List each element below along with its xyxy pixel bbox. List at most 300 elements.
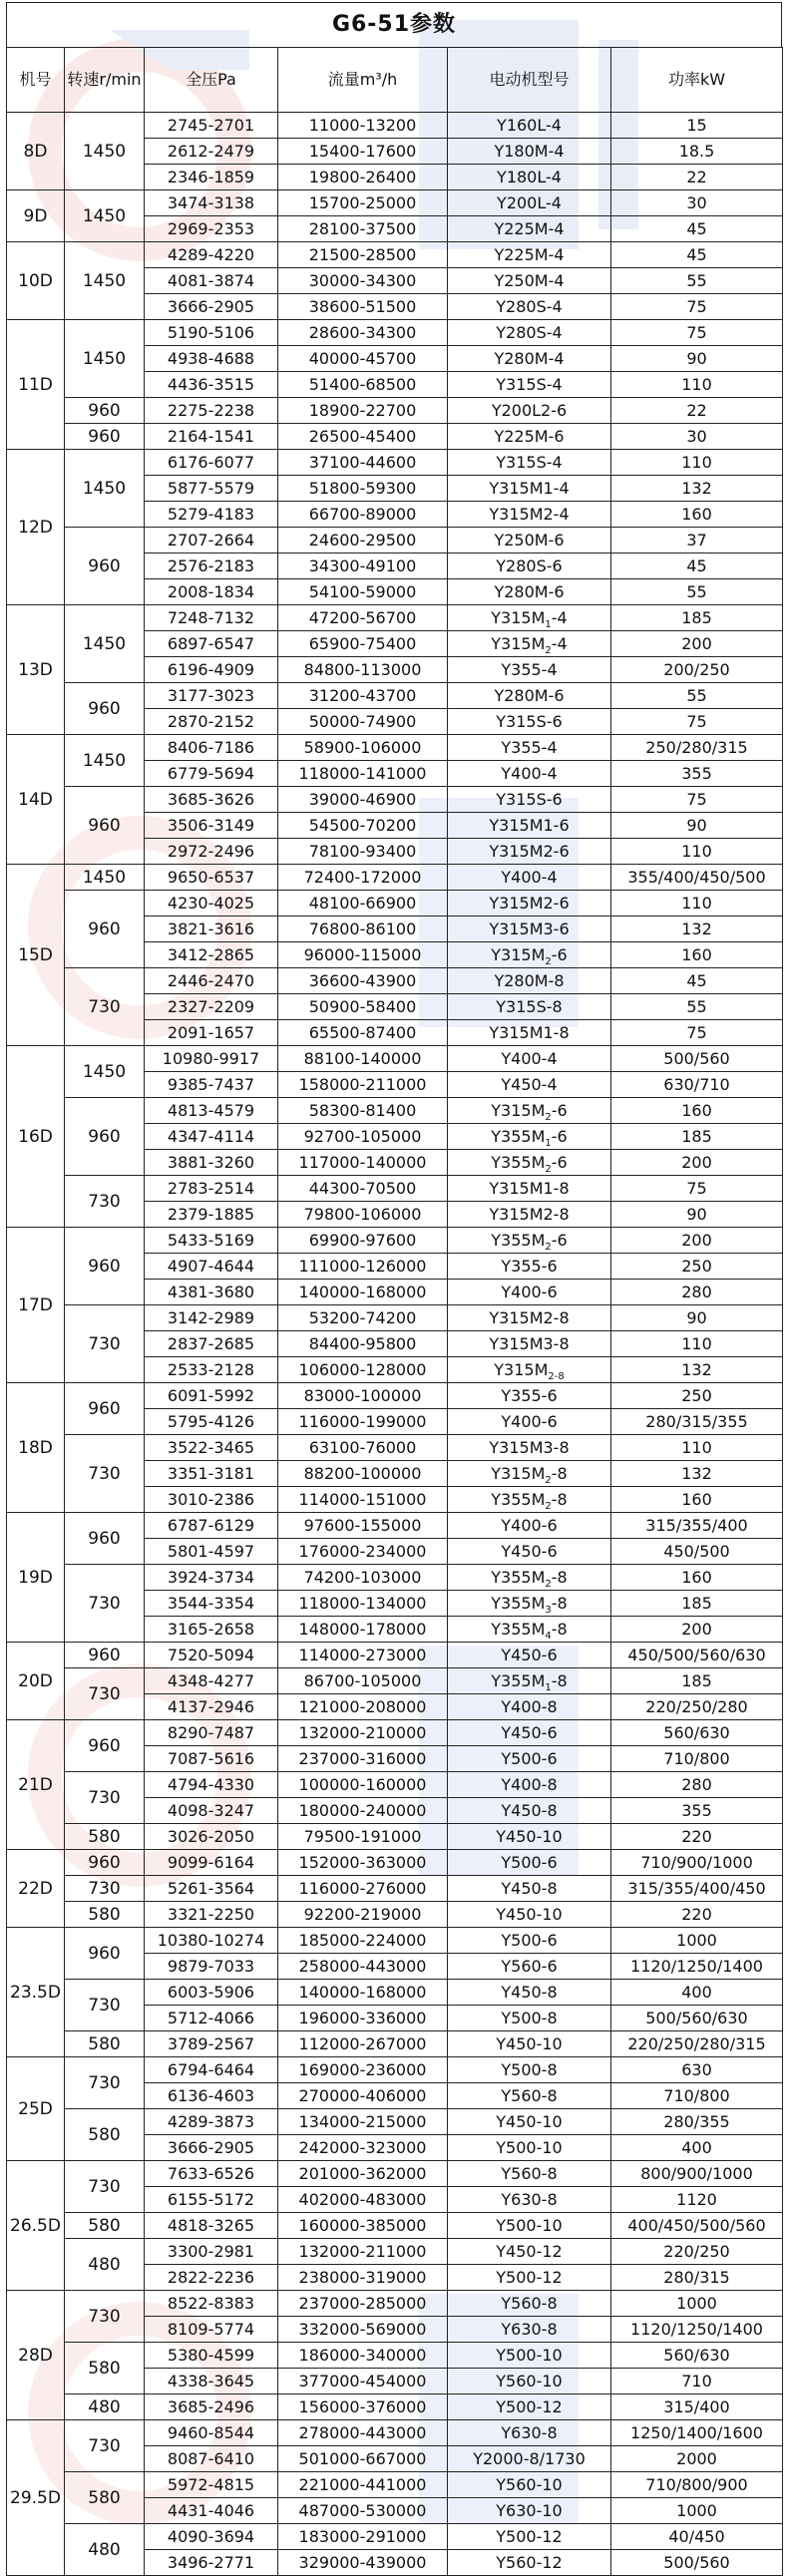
pressure-cell: 9650-6537: [145, 865, 278, 891]
flow-cell: 132000-210000: [278, 1720, 448, 1746]
pressure-cell: 5712-4066: [145, 2006, 278, 2031]
motor-cell: [448, 1228, 611, 1254]
pressure-cell: 4381-3680: [145, 1280, 278, 1305]
motor-model: Y315M: [491, 607, 546, 627]
motor-suffix: -8: [551, 1619, 568, 1639]
motor-suffix: -8: [551, 1670, 568, 1690]
pressure-cell: 2870-2152: [145, 709, 278, 735]
pressure-cell: 5279-4183: [145, 502, 278, 528]
flow-cell: 18900-22700: [278, 398, 448, 424]
motor-suffix: -6: [551, 944, 568, 964]
machine-cell: 8D: [7, 113, 65, 190]
power-cell: 40/450: [611, 2524, 783, 2550]
motor-subscript: 2: [545, 1500, 552, 1512]
motor-model: Y315M: [491, 944, 546, 964]
header-speed: 转速r/min: [65, 48, 145, 113]
flow-cell: 258000-443000: [278, 1954, 448, 1980]
motor-cell: Y250M-6: [448, 528, 611, 553]
pressure-cell: 5801-4597: [145, 1539, 278, 1565]
power-cell: 220: [611, 1824, 783, 1850]
motor-cell: Y560-10: [448, 2472, 611, 2498]
motor-cell: Y500-10: [448, 2343, 611, 2369]
motor-cell: Y450-8: [448, 1798, 611, 1824]
flow-cell: 34300-49100: [278, 553, 448, 579]
motor-cell: [448, 1461, 611, 1487]
power-cell: 500/560: [611, 1046, 783, 1072]
header-pressure: 全压Pa: [145, 48, 278, 113]
flow-cell: 92200-219000: [278, 1902, 448, 1928]
pressure-cell: 3685-3626: [145, 787, 278, 813]
pressure-cell: 3544-3354: [145, 1591, 278, 1617]
motor-cell: Y225M-4: [448, 242, 611, 268]
power-cell: 200: [611, 1617, 783, 1643]
motor-cell: Y225M-6: [448, 424, 611, 450]
pressure-cell: 3666-2905: [145, 2135, 278, 2161]
pressure-cell: 2612-2479: [145, 139, 278, 165]
table-row: [7, 891, 783, 917]
flow-cell: 72400-172000: [278, 865, 448, 891]
pressure-cell: 4289-3873: [145, 2109, 278, 2135]
power-cell: 132: [611, 917, 783, 942]
table-row: [7, 683, 783, 709]
pressure-cell: 3142-2989: [145, 1305, 278, 1331]
flow-cell: 237000-316000: [278, 1746, 448, 1772]
motor-model: Y315M: [491, 1463, 546, 1483]
pressure-cell: 4137-2946: [145, 1694, 278, 1720]
motor-suffix: -8: [551, 1489, 568, 1509]
power-cell: 132: [611, 1357, 783, 1383]
motor-cell: Y500-8: [448, 2057, 611, 2083]
power-cell: 160: [611, 1565, 783, 1591]
motor-cell: Y450-4: [448, 1072, 611, 1098]
power-cell: 710/800: [611, 1746, 783, 1772]
motor-cell: [448, 1487, 611, 1513]
pressure-cell: 9460-8544: [145, 2420, 278, 2446]
motor-suffix: -6: [551, 1126, 568, 1146]
flow-cell: 54500-70200: [278, 813, 448, 839]
motor-cell: Y180M-4: [448, 139, 611, 165]
flow-cell: 79800-106000: [278, 1202, 448, 1228]
power-cell: 15: [611, 113, 783, 139]
flow-cell: 38600-51500: [278, 294, 448, 320]
motor-model: Y315M: [491, 1100, 546, 1120]
power-cell: 110: [611, 450, 783, 476]
speed-cell: 1450: [65, 735, 145, 787]
flow-cell: 53200-74200: [278, 1305, 448, 1331]
pressure-cell: 2783-2514: [145, 1176, 278, 1202]
pressure-cell: 6794-6464: [145, 2057, 278, 2083]
power-cell: 110: [611, 839, 783, 865]
power-cell: 160: [611, 502, 783, 528]
power-cell: 75: [611, 1176, 783, 1202]
pressure-cell: 3821-3616: [145, 917, 278, 942]
flow-cell: 15400-17600: [278, 139, 448, 165]
motor-cell: Y560-8: [448, 2161, 611, 2187]
motor-subscript: 2: [545, 1163, 552, 1175]
speed-cell: 730: [65, 1435, 145, 1513]
motor-cell: Y450-6: [448, 1720, 611, 1746]
power-cell: 800/900/1000: [611, 2161, 783, 2187]
pressure-cell: 4436-3515: [145, 372, 278, 398]
motor-subscript: 2: [545, 644, 552, 656]
power-cell: 220: [611, 1902, 783, 1928]
flow-cell: 156000-376000: [278, 2394, 448, 2420]
speed-cell: 580: [65, 2343, 145, 2394]
machine-cell: 10D: [7, 242, 65, 320]
power-cell: 160: [611, 1098, 783, 1124]
motor-cell: Y560-10: [448, 2369, 611, 2394]
machine-cell: 20D: [7, 1643, 65, 1720]
motor-cell: Y280S-4: [448, 294, 611, 320]
flow-cell: 377000-454000: [278, 2369, 448, 2394]
flow-cell: 148000-178000: [278, 1617, 448, 1643]
speed-cell: 960: [65, 1720, 145, 1772]
table-row: [7, 2343, 783, 2369]
motor-cell: Y2000-8/1730: [448, 2446, 611, 2472]
table-row: [7, 2524, 783, 2550]
speed-cell: 730: [65, 1876, 145, 1902]
power-cell: 22: [611, 398, 783, 424]
flow-cell: 24600-29500: [278, 528, 448, 553]
power-cell: 315/400: [611, 2394, 783, 2420]
table-row: [7, 242, 783, 268]
flow-cell: 140000-168000: [278, 1280, 448, 1305]
motor-model: Y355M: [491, 1489, 546, 1509]
motor-model: Y355M: [491, 1567, 546, 1587]
header-machine: 机号: [7, 48, 65, 113]
flow-cell: 79500-191000: [278, 1824, 448, 1850]
table-row: [7, 398, 783, 424]
pressure-cell: 3351-3181: [145, 1461, 278, 1487]
table-row: [7, 2472, 783, 2498]
motor-cell: Y400-6: [448, 1513, 611, 1539]
power-cell: 1120: [611, 2187, 783, 2213]
motor-cell: Y500-12: [448, 2394, 611, 2420]
machine-cell: 9D: [7, 190, 65, 242]
pressure-cell: 9879-7033: [145, 1954, 278, 1980]
power-cell: 45: [611, 242, 783, 268]
motor-subscript: 2-8: [548, 1370, 565, 1382]
flow-cell: 237000-285000: [278, 2291, 448, 2317]
motor-cell: [448, 1565, 611, 1591]
motor-cell: Y315M2-8: [448, 1202, 611, 1228]
power-cell: 400/450/500/560: [611, 2213, 783, 2239]
pressure-cell: 4938-4688: [145, 346, 278, 372]
speed-cell: 960: [65, 787, 145, 865]
flow-cell: 201000-362000: [278, 2161, 448, 2187]
flow-cell: 132000-211000: [278, 2239, 448, 2265]
pressure-cell: 3010-2386: [145, 1487, 278, 1513]
power-cell: 185: [611, 1668, 783, 1694]
speed-cell: 730: [65, 968, 145, 1046]
flow-cell: 44300-70500: [278, 1176, 448, 1202]
speed-cell: 960: [65, 1850, 145, 1876]
motor-model: Y355M: [491, 1230, 546, 1250]
pressure-cell: 4818-3265: [145, 2213, 278, 2239]
motor-cell: Y450-10: [448, 2031, 611, 2057]
speed-cell: 960: [65, 1383, 145, 1435]
power-cell: 90: [611, 346, 783, 372]
flow-cell: 402000-483000: [278, 2187, 448, 2213]
motor-cell: Y315M2-4: [448, 502, 611, 528]
pressure-cell: 2008-1834: [145, 579, 278, 605]
motor-cell: Y315M1-4: [448, 476, 611, 502]
flow-cell: 37100-44600: [278, 450, 448, 476]
machine-cell: 16D: [7, 1046, 65, 1228]
motor-model: Y355M: [491, 1619, 546, 1639]
table-row: [7, 2420, 783, 2446]
flow-cell: 21500-28500: [278, 242, 448, 268]
table-row: [7, 1098, 783, 1124]
flow-cell: 152000-363000: [278, 1850, 448, 1876]
power-cell: 250: [611, 1254, 783, 1280]
flow-cell: 221000-441000: [278, 2472, 448, 2498]
power-cell: 75: [611, 1020, 783, 1046]
flow-cell: 278000-443000: [278, 2420, 448, 2446]
speed-cell: 960: [65, 1228, 145, 1305]
motor-cell: Y500-8: [448, 2006, 611, 2031]
flow-cell: 112000-267000: [278, 2031, 448, 2057]
pressure-cell: 10380-10274: [145, 1928, 278, 1954]
pressure-cell: 8087-6410: [145, 2446, 278, 2472]
pressure-cell: 4090-3694: [145, 2524, 278, 2550]
table-row: [7, 1046, 783, 1072]
pressure-cell: 4794-4330: [145, 1772, 278, 1798]
flow-cell: 92700-105000: [278, 1124, 448, 1150]
motor-cell: Y450-6: [448, 1539, 611, 1565]
machine-cell: 19D: [7, 1513, 65, 1643]
flow-cell: 134000-215000: [278, 2109, 448, 2135]
power-cell: 37: [611, 528, 783, 553]
power-cell: 55: [611, 579, 783, 605]
table-row: [7, 1643, 783, 1668]
pressure-cell: 3300-2981: [145, 2239, 278, 2265]
table-row: [7, 605, 783, 631]
motor-cell: Y355-6: [448, 1254, 611, 1280]
pressure-cell: 3412-2865: [145, 942, 278, 968]
flow-cell: 65500-87400: [278, 1020, 448, 1046]
pressure-cell: 2745-2701: [145, 113, 278, 139]
motor-subscript: 2: [545, 955, 552, 967]
power-cell: 355: [611, 1798, 783, 1824]
pressure-cell: 7633-6526: [145, 2161, 278, 2187]
motor-suffix: -8: [551, 1567, 568, 1587]
pressure-cell: 3496-2771: [145, 2550, 278, 2576]
table-row: [7, 865, 783, 891]
pressure-cell: 3177-3023: [145, 683, 278, 709]
power-cell: 18.5: [611, 139, 783, 165]
motor-cell: Y500-10: [448, 2213, 611, 2239]
power-cell: 280/355: [611, 2109, 783, 2135]
power-cell: 280/315: [611, 2265, 783, 2291]
table-row: [7, 968, 783, 994]
pressure-cell: 8406-7186: [145, 735, 278, 761]
pressure-cell: 2837-2685: [145, 1331, 278, 1357]
motor-cell: Y450-10: [448, 2109, 611, 2135]
pressure-cell: 9385-7437: [145, 1072, 278, 1098]
pressure-cell: 6155-5172: [145, 2187, 278, 2213]
pressure-cell: 5877-5579: [145, 476, 278, 502]
flow-cell: 100000-160000: [278, 1772, 448, 1798]
flow-cell: 50900-58400: [278, 994, 448, 1020]
motor-cell: Y400-6: [448, 1409, 611, 1435]
power-cell: 55: [611, 994, 783, 1020]
table-row: [7, 735, 783, 761]
power-cell: 22: [611, 165, 783, 190]
pressure-cell: 2446-2470: [145, 968, 278, 994]
pressure-cell: 8290-7487: [145, 1720, 278, 1746]
pressure-cell: 4813-4579: [145, 1098, 278, 1124]
power-cell: 220/250: [611, 2239, 783, 2265]
power-cell: 1000: [611, 2291, 783, 2317]
pressure-cell: 2164-1541: [145, 424, 278, 450]
flow-cell: 69900-97600: [278, 1228, 448, 1254]
power-cell: 355/400/450/500: [611, 865, 783, 891]
power-cell: 200: [611, 631, 783, 657]
flow-cell: 183000-291000: [278, 2524, 448, 2550]
power-cell: 710/800/900: [611, 2472, 783, 2498]
machine-cell: 22D: [7, 1850, 65, 1928]
machine-cell: 28D: [7, 2291, 65, 2420]
table-row: [7, 1928, 783, 1954]
pressure-cell: 6196-4909: [145, 657, 278, 683]
pressure-cell: 5380-4599: [145, 2343, 278, 2369]
flow-cell: 28100-37500: [278, 216, 448, 242]
power-cell: 75: [611, 787, 783, 813]
table-row: [7, 1513, 783, 1539]
motor-cell: Y355-4: [448, 657, 611, 683]
motor-subscript: 1: [545, 1681, 552, 1693]
table-row: [7, 1228, 783, 1254]
speed-cell: 730: [65, 2420, 145, 2472]
pressure-cell: 5261-3564: [145, 1876, 278, 1902]
pressure-cell: 3924-3734: [145, 1565, 278, 1591]
flow-cell: 86700-105000: [278, 1668, 448, 1694]
flow-cell: 114000-273000: [278, 1643, 448, 1668]
speed-cell: 1450: [65, 865, 145, 891]
speed-cell: 580: [65, 1902, 145, 1928]
flow-cell: 116000-199000: [278, 1409, 448, 1435]
power-cell: 1000: [611, 1928, 783, 1954]
flow-cell: 111000-126000: [278, 1254, 448, 1280]
pressure-cell: 4289-4220: [145, 242, 278, 268]
pressure-cell: 6787-6129: [145, 1513, 278, 1539]
motor-cell: Y200L2-6: [448, 398, 611, 424]
pressure-cell: 4347-4114: [145, 1124, 278, 1150]
pressure-cell: 10980-9917: [145, 1046, 278, 1072]
motor-cell: Y200L-4: [448, 190, 611, 216]
power-cell: 45: [611, 553, 783, 579]
flow-cell: 186000-340000: [278, 2343, 448, 2369]
motor-cell: Y315M3-8: [448, 1331, 611, 1357]
motor-cell: Y315M2-8: [448, 1305, 611, 1331]
pressure-cell: 5972-4815: [145, 2472, 278, 2498]
power-cell: 2000: [611, 2446, 783, 2472]
speed-cell: 960: [65, 398, 145, 424]
motor-cell: Y315M1-6: [448, 813, 611, 839]
speed-cell: 730: [65, 2291, 145, 2343]
motor-suffix: -6: [551, 1152, 568, 1172]
flow-cell: 51400-68500: [278, 372, 448, 398]
motor-cell: Y500-12: [448, 2265, 611, 2291]
pressure-cell: 2275-2238: [145, 398, 278, 424]
motor-cell: [448, 942, 611, 968]
motor-cell: Y500-6: [448, 1928, 611, 1954]
flow-cell: 84800-113000: [278, 657, 448, 683]
power-cell: 45: [611, 216, 783, 242]
table-row: [7, 1772, 783, 1798]
power-cell: 185: [611, 1591, 783, 1617]
speed-cell: 1450: [65, 113, 145, 190]
power-cell: 160: [611, 942, 783, 968]
motor-cell: Y225M-4: [448, 216, 611, 242]
pressure-cell: 2091-1657: [145, 1020, 278, 1046]
pressure-cell: 5795-4126: [145, 1409, 278, 1435]
machine-cell: 14D: [7, 735, 65, 865]
pressure-cell: 4907-4644: [145, 1254, 278, 1280]
speed-cell: 480: [65, 2239, 145, 2291]
speed-cell: 730: [65, 1305, 145, 1383]
table-row: [7, 1876, 783, 1902]
motor-subscript: 1: [545, 1137, 552, 1149]
power-cell: 185: [611, 605, 783, 631]
power-cell: 1120/1250/1400: [611, 1954, 783, 1980]
table-row: [7, 2057, 783, 2083]
power-cell: 110: [611, 1331, 783, 1357]
machine-cell: 29.5D: [7, 2420, 65, 2576]
speed-cell: 1450: [65, 450, 145, 528]
pressure-cell: 3522-3465: [145, 1435, 278, 1461]
table-row: [7, 1720, 783, 1746]
table-row: [7, 1435, 783, 1461]
table-row: [7, 1565, 783, 1591]
speed-cell: 1450: [65, 190, 145, 242]
motor-cell: Y400-8: [448, 1694, 611, 1720]
flow-cell: 117000-140000: [278, 1150, 448, 1176]
table-row: [7, 424, 783, 450]
power-cell: 90: [611, 1202, 783, 1228]
speed-cell: 480: [65, 2394, 145, 2420]
speed-cell: 730: [65, 2057, 145, 2109]
power-cell: 280: [611, 1772, 783, 1798]
flow-cell: 54100-59000: [278, 579, 448, 605]
speed-cell: 1450: [65, 320, 145, 398]
flow-cell: 487000-530000: [278, 2498, 448, 2524]
power-cell: 75: [611, 294, 783, 320]
flow-cell: 242000-323000: [278, 2135, 448, 2161]
pressure-cell: 3685-2496: [145, 2394, 278, 2420]
flow-cell: 26500-45400: [278, 424, 448, 450]
motor-cell: Y400-4: [448, 761, 611, 787]
pressure-cell: 7087-5616: [145, 1746, 278, 1772]
pressure-cell: 2327-2209: [145, 994, 278, 1020]
power-cell: 710/800: [611, 2083, 783, 2109]
table-row: [7, 2109, 783, 2135]
pressure-cell: 8522-8383: [145, 2291, 278, 2317]
table-row: [7, 2031, 783, 2057]
table-row: [7, 2291, 783, 2317]
motor-model: Y315M: [494, 1359, 549, 1379]
motor-cell: Y315S-8: [448, 994, 611, 1020]
parameter-table-container: [6, 2, 782, 2576]
speed-cell: 1450: [65, 242, 145, 320]
flow-cell: 196000-336000: [278, 2006, 448, 2031]
motor-cell: Y450-12: [448, 2239, 611, 2265]
pressure-cell: 6176-6077: [145, 450, 278, 476]
table-row: [7, 528, 783, 553]
motor-suffix: -4: [551, 633, 568, 653]
machine-cell: 17D: [7, 1228, 65, 1383]
